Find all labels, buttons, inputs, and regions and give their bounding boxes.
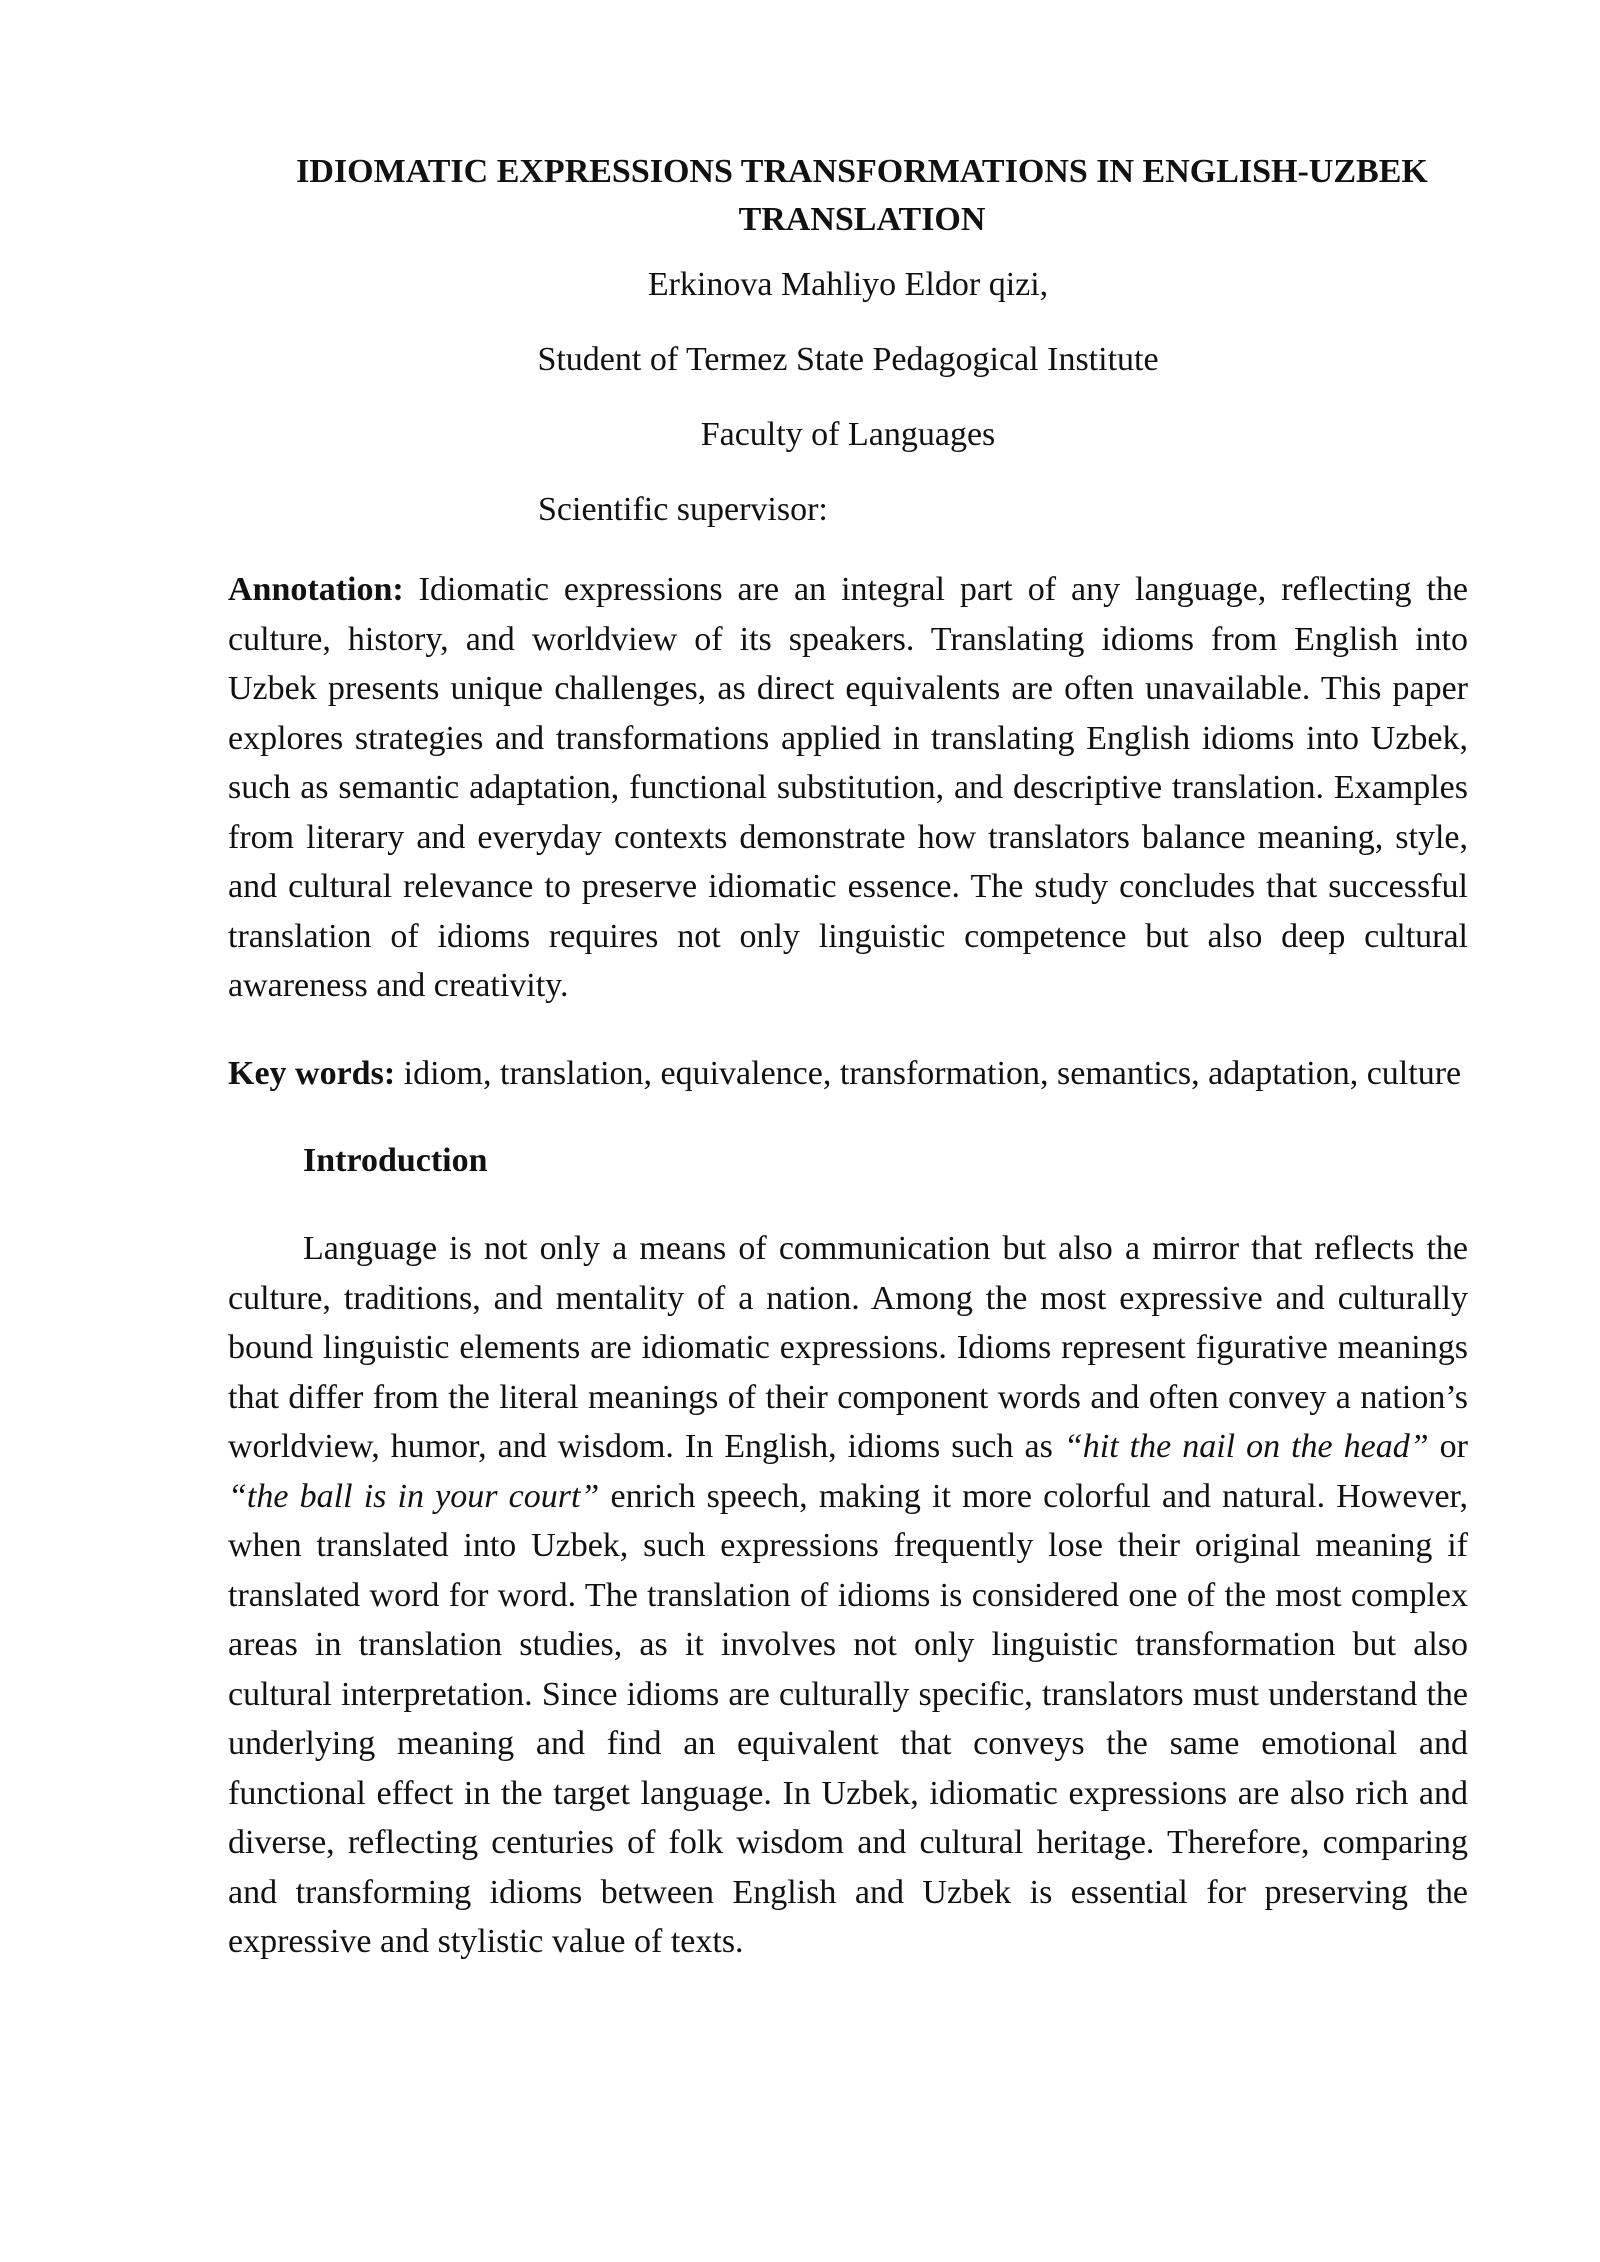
annotation-text: Idiomatic expressions are an integral part of any language, reflecting the culture, history, and worldview of its speakers. Translating idioms from English into Uzbek presents unique challenges, as direct equivalents are often unavailable. This paper explores strategies and transformations applied in translating English idioms into Uzbek, such as semantic adaptation, functional substitution, and descriptive translation. Examples from literary and everyday contexts demonstrate how translators balance meaning, style, and cultural relevance to preserve idiomatic essence. The study concludes that successful translation of idioms requires not only linguistic competence but also deep cultural awareness and creativity. (228, 571, 1468, 1004)
keywords-paragraph (228, 1049, 1468, 1099)
author-faculty: Faculty of Languages (700, 416, 996, 453)
intro-text-1: Language is not only a means of communication but also a mirror that reflects the culture, traditions, and mentality of a nation. Among the most expressive and culturally bound linguistic elements are idiomatic expressions. Idioms represent figurative meanings that differ from the literal meanings of their component words and often convey a nation’s worldview, humor, and wisdom. In English, idioms such as (228, 1230, 1468, 1465)
idiom-example-1: “hit the nail on the head” (1063, 1428, 1429, 1465)
document-page (228, 148, 1468, 1967)
paper-title: IDIOMATIC EXPRESSIONS TRANSFORMATIONS IN ENGLISH-UZBEK TRANSLATION (296, 153, 1428, 238)
annotation-label: Annotation: (228, 571, 404, 608)
introduction-heading: Introduction (303, 1142, 488, 1179)
author-name: Erkinova Mahliyo Eldor qizi, (647, 266, 1049, 303)
intro-text-3: enrich speech, making it more colorful and natural. However, when translated into Uzbek, such expressions frequently lose their original meaning if translated word for word. The translation of idioms is considered one of the most complex areas in translation studies, as it involves not only linguistic transformation but also cultural interpretation. Since idioms are culturally specific, translators must understand the underlying meaning and find an equivalent that conveys the same emotional and functional effect in the target language. In Uzbek, idiomatic expressions are also rich and diverse, reflecting centuries of folk wisdom and cultural heritage. Therefore, comparing and transforming idioms between English and Uzbek is essential for preserving the expressive and stylistic value of texts. (228, 1477, 1469, 1960)
annotation-paragraph (228, 565, 1468, 1011)
scientific-supervisor: Scientific supervisor: (538, 491, 828, 528)
intro-text-2: or (1428, 1428, 1468, 1465)
idiom-example-2: “the ball is in your court” (228, 1477, 600, 1515)
keywords-text: idiom, translation, equivalence, transformation, semantics, adaptation, culture (395, 1054, 1462, 1092)
author-affiliation: Student of Termez State Pedagogical Institute (537, 341, 1159, 378)
keywords-label: Key words: (228, 1054, 396, 1092)
introduction-paragraph (228, 1224, 1468, 1967)
